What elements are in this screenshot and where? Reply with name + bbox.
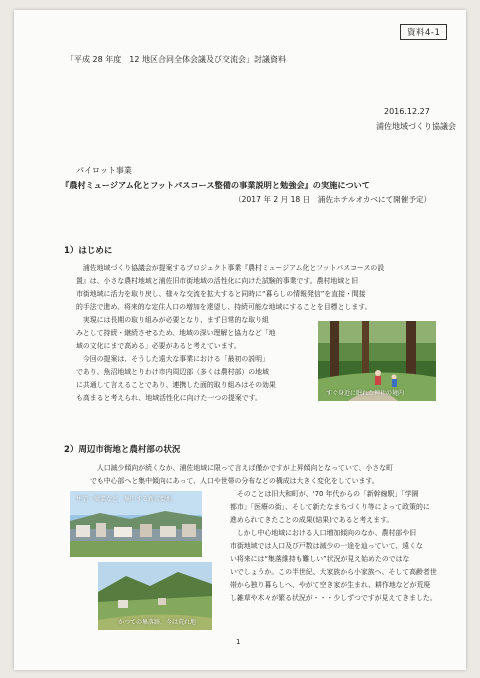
village-photo (98, 562, 212, 630)
town-photo (70, 491, 202, 557)
section1-heading: 1）はじめに (64, 246, 113, 256)
section2-heading: 2）周辺市街地と農村部の状況 (64, 445, 181, 455)
page-number: 1 (236, 638, 241, 646)
document-page (14, 10, 466, 670)
event-note: （2017 年 2 月 18 日 浦佐ホテルオカベにて開催予定） (234, 195, 432, 204)
shrine-photo-caption: すぐ身近に眠れた神社の境内 (326, 390, 405, 397)
section1-paragraph1: 浦佐地域づくり協議会が提案するプロジェクト事業『農村ミュージアム化とフットパスコースの設 置』は、小さな農村地域と浦佐旧市街地域の活性化に向けた試験的事業です。農村地域と旧 市街地域に活力を取り戻し、様々な交流を拡大すると同時に“暮らしの情報発信”を直接・間接 的手法で進め、将来的な定住人口の増加を達望し、持続可能な地域にすることを目標とします。 (76, 264, 385, 311)
document-tag: 資料4-1 (400, 24, 447, 40)
header-title: 「平成 28 年度 12 地区合同全体会議及び交流会」討議資料 (66, 55, 286, 64)
document-date: 2016.12.27 (384, 107, 430, 116)
organization-name: 浦佐地域づくり協議会 (376, 122, 456, 131)
section2-paragraph1: 人口減少傾向が続くなか、浦佐地域に限って言えば僅かですが上昇傾向となっていて、小さな町 でも中心部へと集中傾向にあって、人口や世帯の分布などの構成は大きく変化をしています。 (90, 464, 394, 485)
section1-paragraph2: 実現には長期の取り組みが必要となり、まず日常的な取り組 みとして持続・継続させるため、地域の深い理解と協力など「地 域の文化にまで高める」必要があると考えています。 今回の提案は、そうした遠大な事業における「最初の説明」 であり、魚沼地域とりわけ市内周辺部（多くは農村部）の地域 に共通して言えることであり、連携した面的取り組みはその効果 も高まると考えられ、地域活性化に向けた一つの提案です。 (76, 316, 276, 402)
village-photo-caption: かつての集落跡、今は荒れ地 (118, 619, 197, 626)
shrine-photo (318, 321, 436, 401)
main-title: 『農村ミュージアム化とフットパスコース整備の事業説明と勉強会』の実施について (61, 180, 370, 190)
pilot-label: パイロット事業 (76, 166, 132, 175)
town-photo-caption: 住宅・商業など、集中する新市街地 (76, 496, 173, 503)
section2-paragraph2: そのことは旧大和町が、'70 年代からの「新幹線駅」「学園 都市」「医療の街」、そして新たなまちづくり等によって政策的に 進められてきたことの成果(結果)であると考えます。 しかし中心地域における人口増加傾向のなか、農村部や旧 市街地域では人口及び戸数は減少の一途を辿っていて、遠くな い将来には“集落維持も難しい”状況が見え始めたのではな いでしょうか。この半世紀、大家族から小家族へ、そして高齢者世 帯から独り暮らしへ、やがて空き家が生まれ、耕作地などが荒廃 し雑草や木々が繁る状況が・・・少しずつですが見えてきました。 (230, 490, 437, 602)
